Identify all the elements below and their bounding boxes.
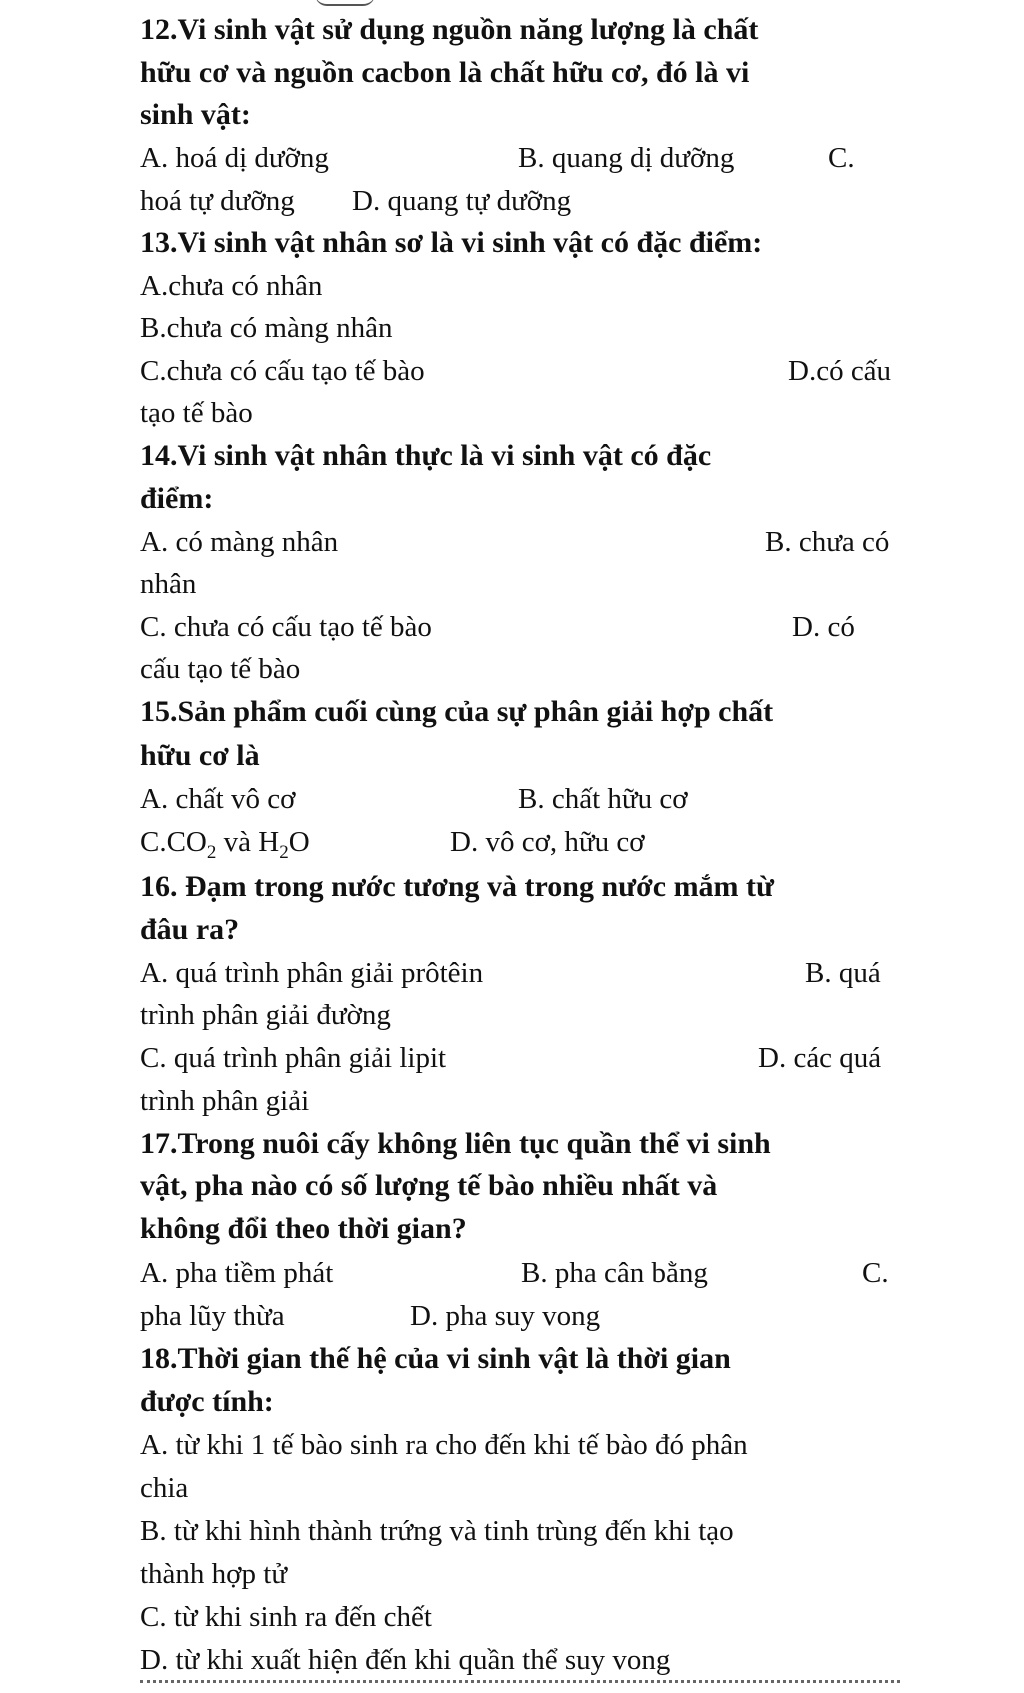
question-17-option-b: B. pha cân bằng xyxy=(521,1257,708,1289)
question-14-option-d-text: cấu tạo tế bào xyxy=(140,653,301,685)
cropped-text-fragment xyxy=(315,0,375,6)
question-15-stem-line-1: 15.Sản phẩm cuối cùng của sự phân giải hợp chất xyxy=(140,695,774,728)
question-18-stem-line-1: 18.Thời gian thế hệ của vi sinh vật là thời gian xyxy=(140,1342,731,1375)
question-12-option-c-text: hoá tự dưỡng xyxy=(140,185,295,217)
question-18-option-a-line-1: A. từ khi 1 tế bào sinh ra cho đến khi tế bào đó phân xyxy=(140,1429,748,1461)
question-16-option-d-text: trình phân giải xyxy=(140,1085,310,1117)
question-14-option-d-start: D. có xyxy=(792,611,855,643)
question-12-option-a: A. hoá dị dưỡng xyxy=(140,142,329,174)
question-16-option-a: A. quá trình phân giải prôtêin xyxy=(140,957,484,989)
question-18-option-a-line-2: chia xyxy=(140,1472,189,1504)
cropped-next-line xyxy=(140,1680,900,1693)
question-12-options-row-2 xyxy=(140,183,572,219)
question-15-options-row-ab xyxy=(140,781,688,817)
question-13-option-a: A.chưa có nhân xyxy=(140,270,323,302)
question-14-options-row-ab xyxy=(140,524,890,560)
question-17-option-a: A. pha tiềm phát xyxy=(140,1257,334,1289)
question-14-option-b-start: B. chưa có xyxy=(765,526,890,558)
question-13-option-b: B.chưa có màng nhân xyxy=(140,312,393,344)
question-14-stem-line-1: 14.Vi sinh vật nhân thực là vi sinh vật có đặc xyxy=(140,439,712,472)
question-15-option-b: B. chất hữu cơ xyxy=(518,783,688,815)
question-13-options-row-cd xyxy=(140,353,892,389)
question-17-options-row-2 xyxy=(140,1298,601,1334)
question-14-option-a: A. có màng nhân xyxy=(140,526,339,558)
question-17-stem-line-2: vật, pha nào có số lượng tế bào nhiều nhất và xyxy=(140,1169,718,1202)
question-15-option-d: D. vô cơ, hữu cơ xyxy=(450,826,645,858)
question-14-option-c: C. chưa có cấu tạo tế bào xyxy=(140,611,432,643)
question-16-options-row-ab xyxy=(140,955,881,991)
question-17-options-row-1 xyxy=(140,1255,889,1291)
question-17-stem-line-3: không đổi theo thời gian? xyxy=(140,1212,467,1245)
question-13-option-c: C.chưa có cấu tạo tế bào xyxy=(140,355,425,387)
question-13-stem-line-1: 13.Vi sinh vật nhân sơ là vi sinh vật có đặc điểm: xyxy=(140,226,763,259)
question-18-option-b-line-2: thành hợp tử xyxy=(140,1558,288,1590)
question-15-stem-line-2: hữu cơ là xyxy=(140,739,260,772)
question-16-option-b-start: B. quá xyxy=(805,957,881,989)
question-15-option-c: $C.CO_2$ và $H_2O$ xyxy=(140,826,310,863)
question-12-stem-line-3: sinh vật: xyxy=(140,98,251,131)
question-16-option-d-start: D. các quá xyxy=(758,1042,882,1074)
question-16-options-row-cd xyxy=(140,1040,882,1076)
question-18-option-d: D. từ khi xuất hiện đến khi quần thể suy vong xyxy=(140,1644,671,1676)
question-16-stem-line-1: 16. Đạm trong nước tương và trong nước mắm từ xyxy=(140,870,775,903)
question-18-option-c: C. từ khi sinh ra đến chết xyxy=(140,1601,432,1633)
question-16-stem-line-2: đâu ra? xyxy=(140,913,240,946)
question-12-stem-line-2: hữu cơ và nguồn cacbon là chất hữu cơ, đó là vi xyxy=(140,56,750,89)
question-15-option-a: A. chất vô cơ xyxy=(140,783,296,815)
question-16-option-b-text: trình phân giải đường xyxy=(140,999,391,1031)
question-14-option-b-text: nhân xyxy=(140,568,197,600)
question-15-options-row-cd xyxy=(140,824,645,863)
question-18-stem-line-2: được tính: xyxy=(140,1385,274,1418)
question-12-option-c-label: C. xyxy=(828,142,855,174)
question-14-options-row-cd xyxy=(140,609,855,645)
question-13-option-d-text: tạo tế bào xyxy=(140,397,253,429)
question-17-option-d: D. pha suy vong xyxy=(410,1300,601,1332)
question-12-option-d: D. quang tự dưỡng xyxy=(352,185,572,217)
question-12-stem-line-1: 12.Vi sinh vật sử dụng nguồn năng lượng là chất xyxy=(140,13,759,46)
question-12-options-row-1 xyxy=(140,140,855,176)
question-16-option-c: C. quá trình phân giải lipit xyxy=(140,1042,447,1074)
question-17-option-c-label: C. xyxy=(862,1257,889,1289)
question-14-stem-line-2: điểm: xyxy=(140,482,214,515)
question-13-option-d-start: D.có cấu xyxy=(788,355,892,387)
question-17-stem-line-1: 17.Trong nuôi cấy không liên tục quần thể vi sinh xyxy=(140,1127,771,1160)
question-18-option-b-line-1: B. từ khi hình thành trứng và tinh trùng đến khi tạo xyxy=(140,1515,734,1547)
question-12-option-b: B. quang dị dưỡng xyxy=(518,142,735,174)
question-17-option-c-text: pha lũy thừa xyxy=(140,1300,285,1332)
